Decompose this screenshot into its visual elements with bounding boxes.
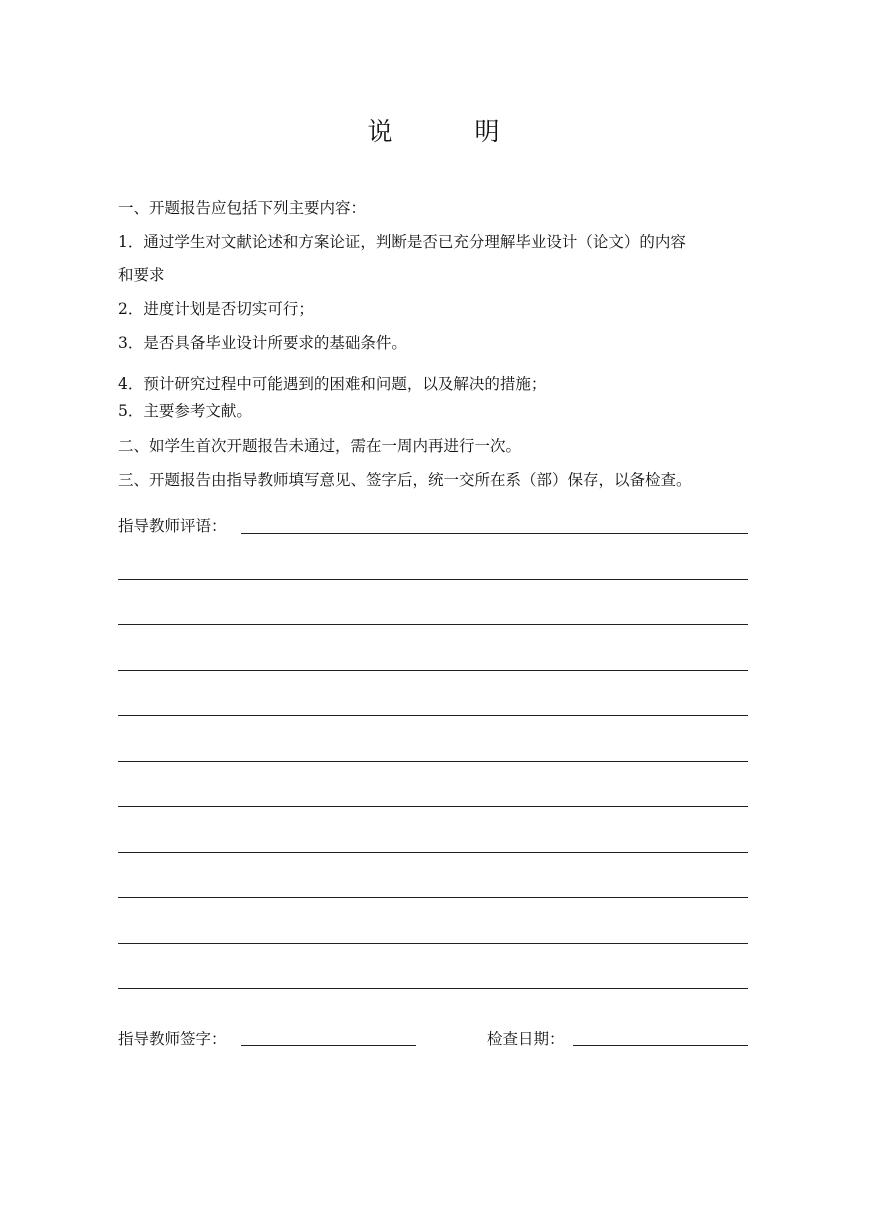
comment-field-line-1[interactable] — [241, 533, 748, 534]
instruction-sub-4: 4．预计研究过程中可能遇到的困难和问题，以及解决的措施； — [118, 375, 547, 393]
comment-field-line-3[interactable] — [118, 624, 748, 625]
instruction-sub-2: 2．进度计划是否切实可行； — [118, 300, 314, 318]
comment-field-line-5[interactable] — [118, 715, 748, 716]
instruction-sub-1-line-2: 和要求 — [118, 266, 165, 284]
comment-field-line-10[interactable] — [118, 943, 748, 944]
title-char-1: 说 — [367, 117, 395, 146]
page-title — [0, 112, 869, 148]
comment-field-line-9[interactable] — [118, 897, 748, 898]
comment-label: 指导教师评语： — [118, 517, 227, 535]
title-char-2: 明 — [474, 117, 502, 146]
instruction-sub-1-line-1: 1．通过学生对文献论述和方案论证，判断是否已充分理解毕业设计（论文）的内容 — [118, 233, 686, 251]
signature-field[interactable] — [241, 1045, 416, 1046]
instruction-sub-3: 3．是否具备毕业设计所要求的基础条件。 — [118, 334, 407, 352]
instruction-item-2: 二、如学生首次开题报告未通过，需在一周内再进行一次。 — [118, 437, 522, 455]
comment-field-line-11[interactable] — [118, 988, 748, 989]
comment-field-line-7[interactable] — [118, 806, 748, 807]
comment-field-line-6[interactable] — [118, 761, 748, 762]
instruction-item-1: 一、开题报告应包括下列主要内容： — [118, 199, 367, 217]
comment-field-line-4[interactable] — [118, 670, 748, 671]
signature-label: 指导教师签字： — [118, 1030, 227, 1048]
instruction-item-3: 三、开题报告由指导教师填写意见、签字后，统一交所在系（部）保存，以备检查。 — [118, 471, 692, 489]
instruction-sub-5: 5．主要参考文献。 — [118, 402, 252, 420]
date-label: 检查日期： — [487, 1030, 565, 1048]
comment-field-line-2[interactable] — [118, 579, 748, 580]
date-field[interactable] — [573, 1045, 748, 1046]
comment-field-line-8[interactable] — [118, 852, 748, 853]
